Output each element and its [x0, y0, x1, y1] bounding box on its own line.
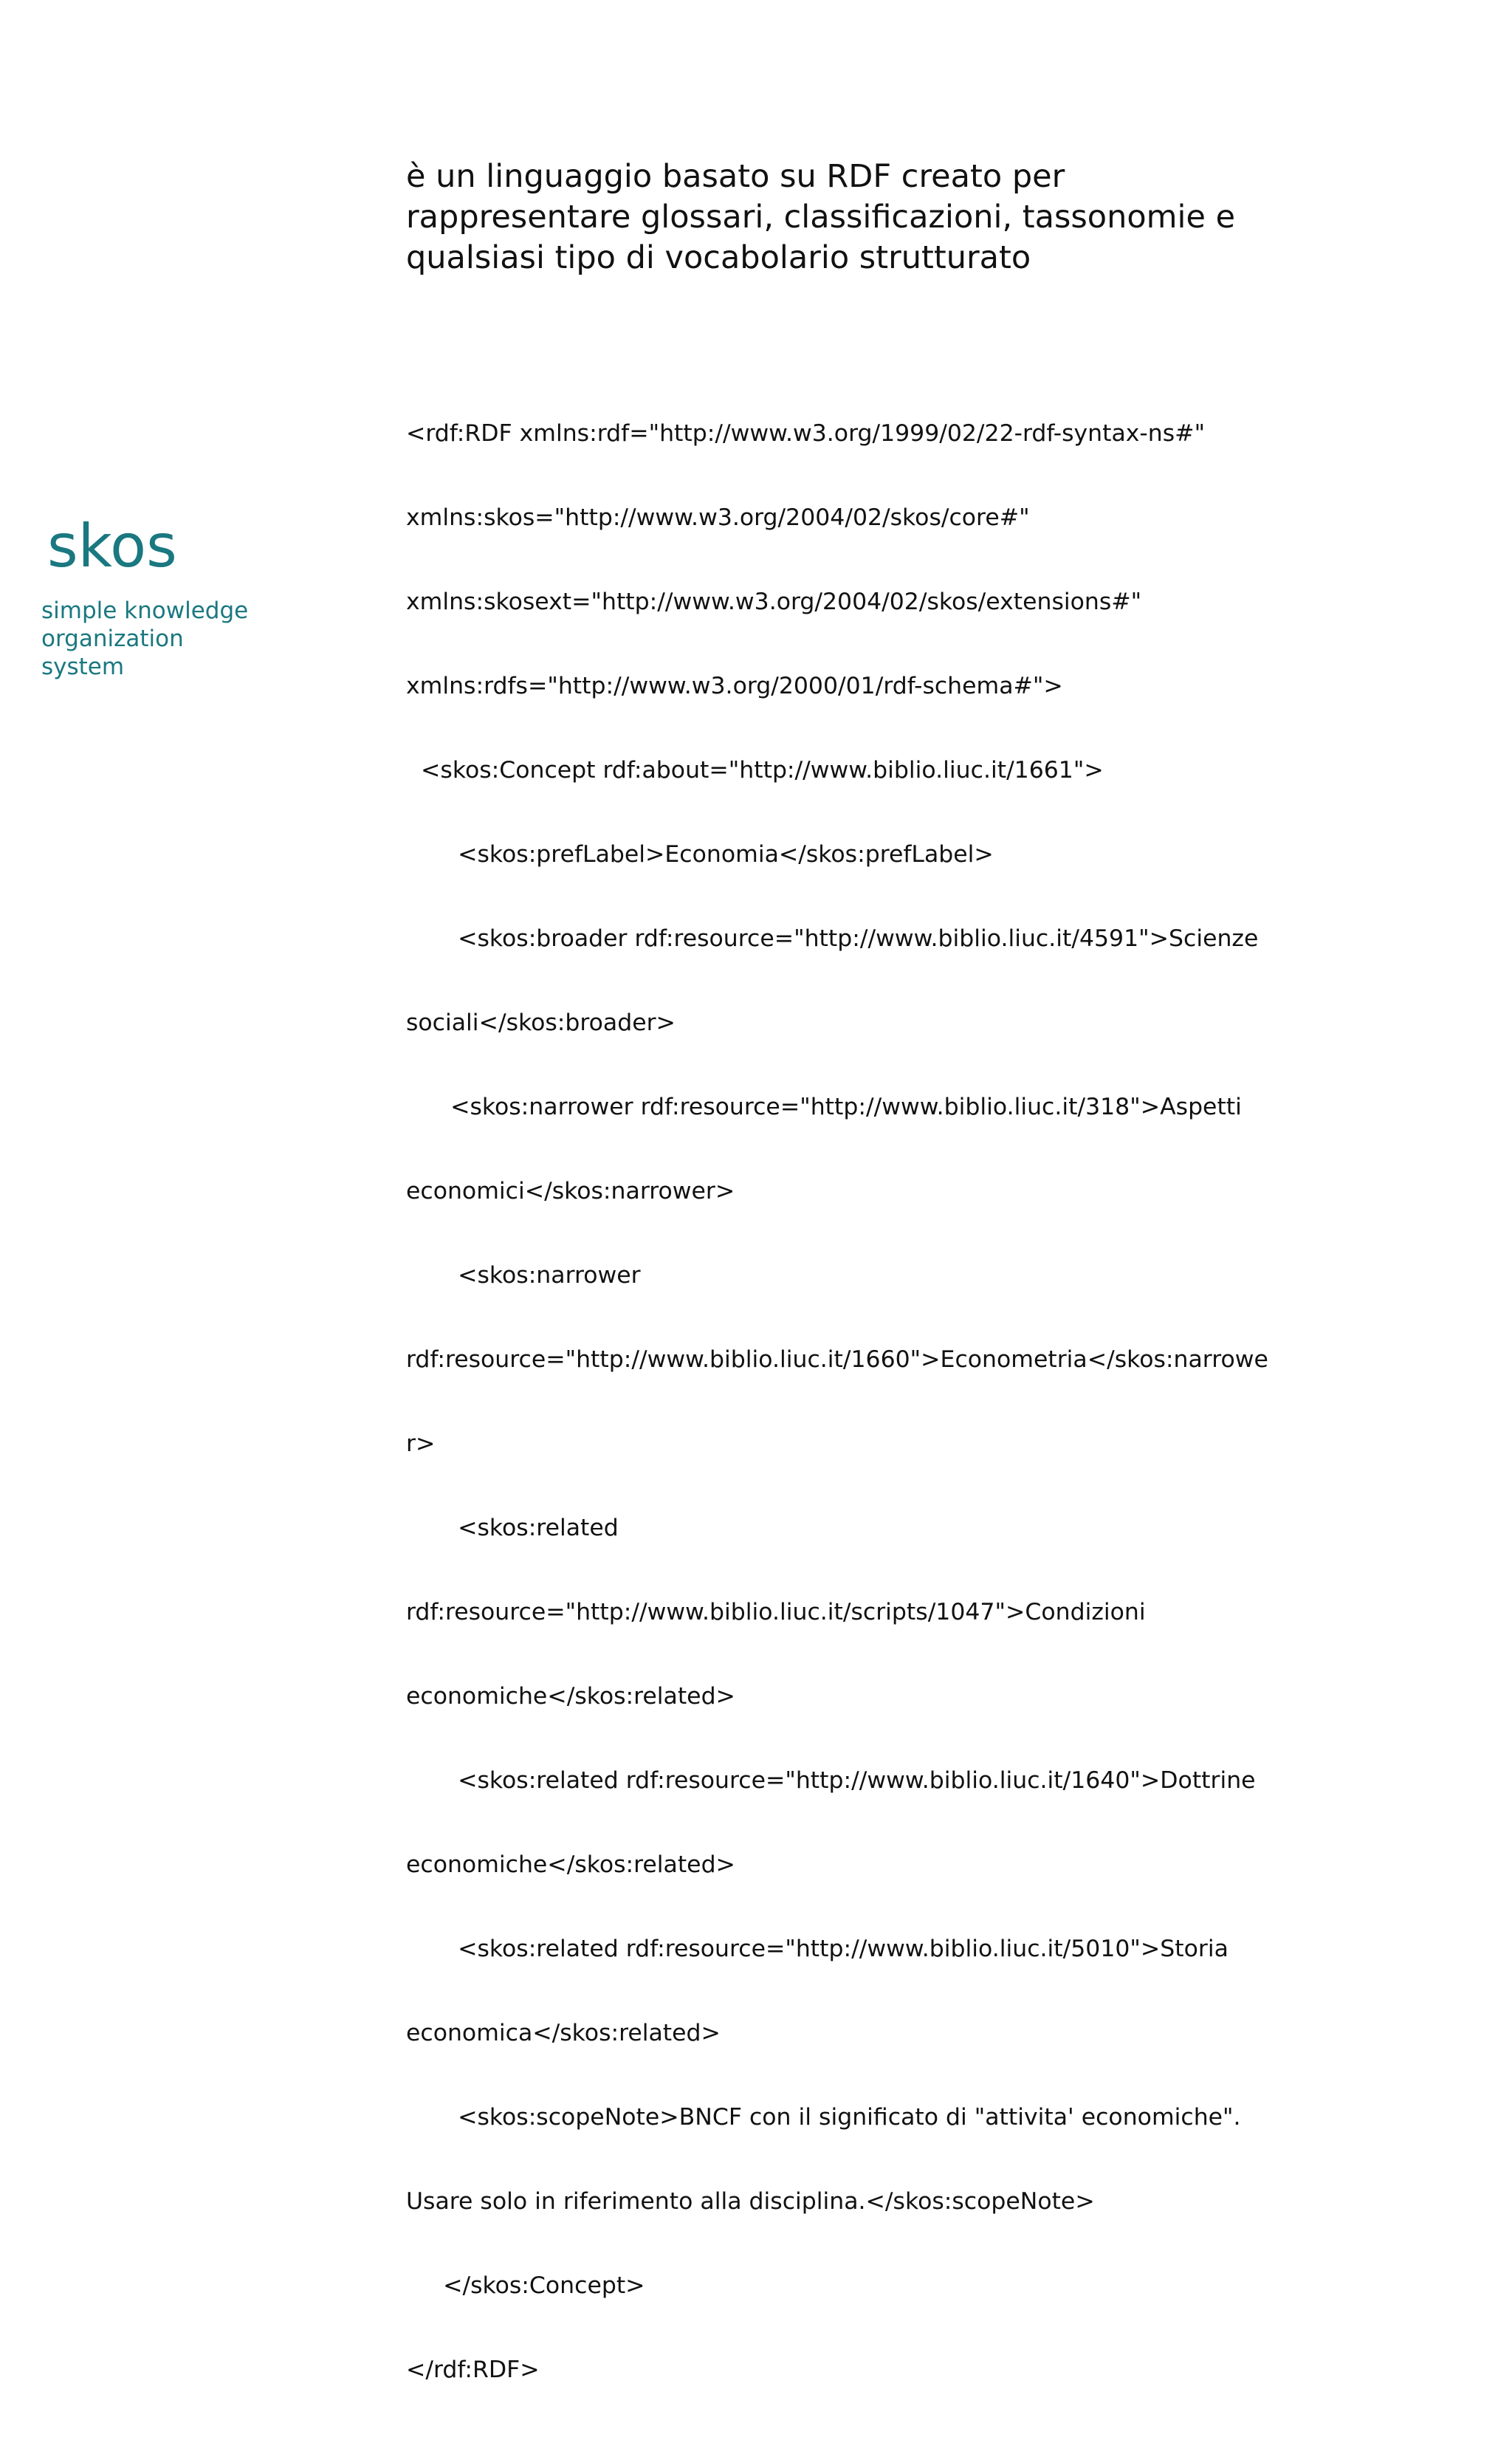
code-line: <skos:narrower: [406, 1262, 641, 1289]
code-line: <skos:related: [406, 1515, 619, 1541]
subtitle-line: system: [41, 654, 125, 680]
intro-paragraph: [406, 157, 1395, 278]
intro-line: è un linguaggio basato su RDF creato per: [406, 158, 1065, 195]
intro-line: qualsiasi tipo di vocabolario strutturato: [406, 239, 1031, 276]
code-line: <skos:scopeNote>BNCF con il significato di "attivita' economiche".: [406, 2104, 1241, 2131]
subtitle-line: simple knowledge: [41, 597, 249, 624]
code-line: sociali</skos:broader>: [406, 1010, 676, 1036]
code-line: economici</skos:narrower>: [406, 1178, 735, 1204]
slide-subtitle: [41, 597, 248, 681]
code-line: economiche</skos:related>: [406, 1851, 735, 1878]
rdf-code-block: [406, 363, 1440, 2440]
code-line: xmlns:skosext="http://www.w3.org/2004/02/skos/extensions#": [406, 589, 1142, 615]
code-line: <skos:related rdf:resource="http://www.biblio.liuc.it/1640">Dottrine: [406, 1767, 1256, 1794]
code-line: rdf:resource="http://www.biblio.liuc.it/1660">Econometria</skos:narrowe: [406, 1346, 1268, 1373]
code-line: rdf:resource="http://www.biblio.liuc.it/scripts/1047">Condizioni: [406, 1599, 1146, 1625]
code-line: xmlns:skos="http://www.w3.org/2004/02/skos/core#": [406, 504, 1030, 531]
code-line: <skos:Concept rdf:about="http://www.biblio.liuc.it/1661">: [406, 757, 1104, 784]
code-line: <skos:related rdf:resource="http://www.biblio.liuc.it/5010">Storia: [406, 1936, 1228, 1962]
code-line: <skos:broader rdf:resource="http://www.biblio.liuc.it/4591">Scienze: [406, 925, 1259, 952]
code-line: </rdf:RDF>: [406, 2357, 540, 2383]
code-line: r>: [406, 1430, 436, 1457]
code-line: economiche</skos:related>: [406, 1683, 735, 1710]
intro-line: rappresentare glossari, classificazioni, tassonomie e: [406, 199, 1236, 236]
code-line: economica</skos:related>: [406, 2020, 721, 2046]
code-line: </skos:Concept>: [406, 2272, 645, 2299]
code-line: Usare solo in riferimento alla disciplina.</skos:scopeNote>: [406, 2188, 1095, 2215]
code-line: <rdf:RDF xmlns:rdf="http://www.w3.org/1999/02/22-rdf-syntax-ns#": [406, 420, 1206, 447]
slide-title: skos: [47, 512, 177, 580]
code-line: xmlns:rdfs="http://www.w3.org/2000/01/rdf-schema#">: [406, 673, 1063, 699]
subtitle-line: organization: [41, 626, 184, 652]
code-line: <skos:narrower rdf:resource="http://www.biblio.liuc.it/318">Aspetti: [406, 1094, 1242, 1120]
code-line: <skos:prefLabel>Economia</skos:prefLabel>: [406, 841, 994, 868]
